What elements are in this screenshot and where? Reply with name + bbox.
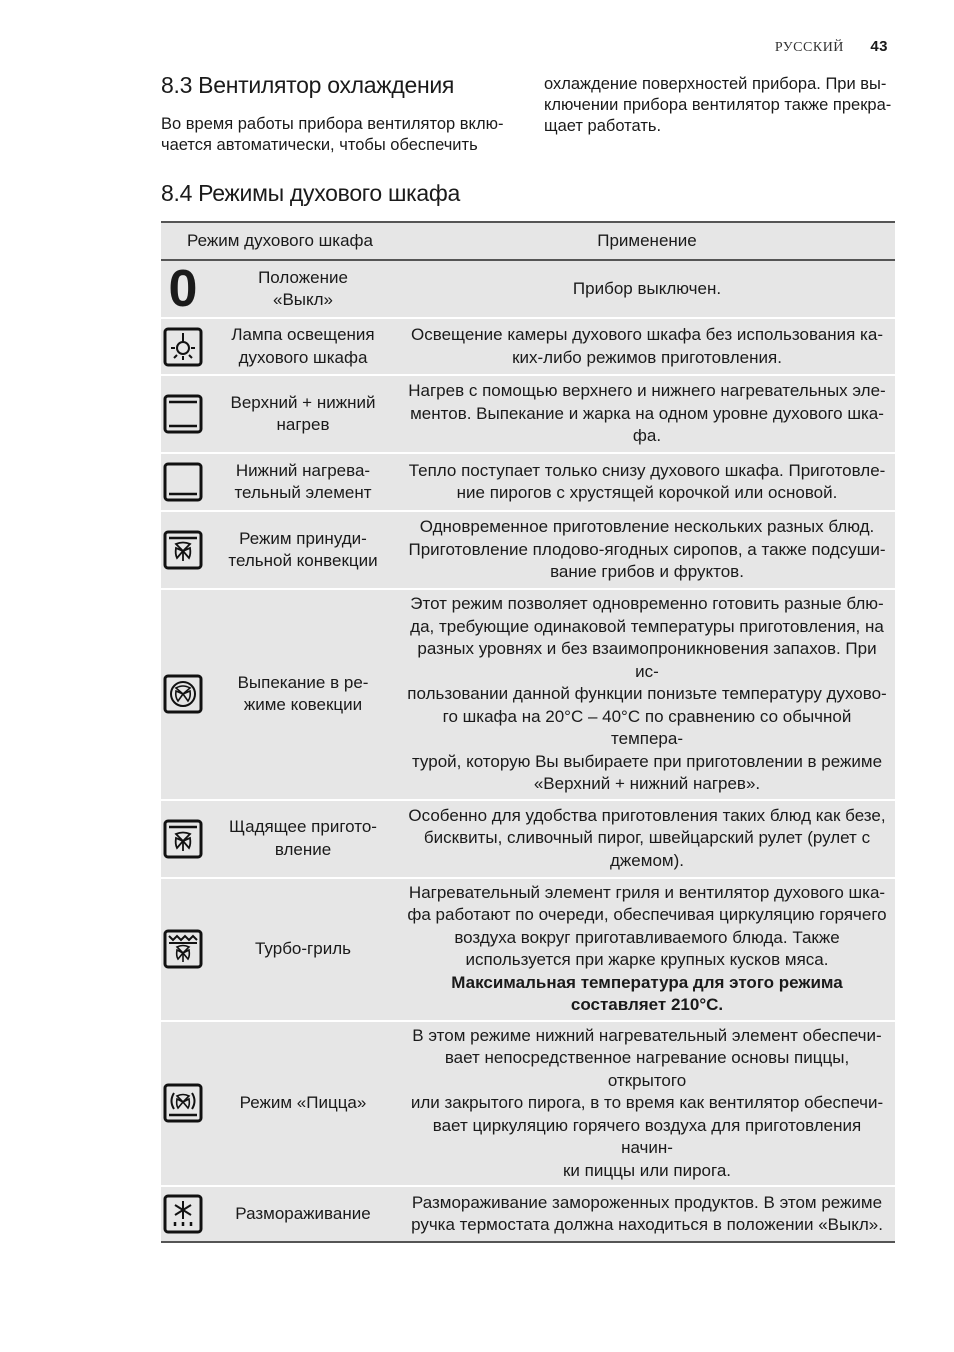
text-line: Верхний + нижний <box>230 392 376 412</box>
oven-modes-table <box>161 221 895 1243</box>
lamp-icon <box>163 327 203 367</box>
mode-description <box>399 800 895 878</box>
text-line: ключении прибора вентилятор также прекра- <box>544 96 892 114</box>
text-line: Освещение камеры духового шкафа без использования ка- <box>411 325 883 344</box>
mode-name <box>207 511 399 589</box>
table-row <box>161 260 895 318</box>
icon-cell <box>161 511 207 589</box>
section-heading: Режимы духового шкафа <box>198 180 460 206</box>
icon-cell <box>161 589 207 800</box>
text-line: вает циркуляцию горячего воздуха для приготовления начин- <box>432 1115 862 1157</box>
language-label: РУССКИЙ <box>774 40 844 55</box>
text-line: Положение <box>258 267 348 287</box>
mode-description <box>399 1186 895 1242</box>
mode-description <box>399 453 895 511</box>
section-heading: Вентилятор охлаждения <box>198 72 455 98</box>
table-row <box>161 589 895 800</box>
text-line: Во время работы прибора вентилятор вклю- <box>161 115 504 133</box>
icon-cell <box>161 1186 207 1242</box>
icon-cell <box>161 260 207 318</box>
text-line: Нижний нагрева- <box>235 460 371 480</box>
section-8-3-col2 <box>544 74 894 137</box>
mode-description <box>399 318 895 375</box>
icon-cell <box>161 375 207 453</box>
text-line: «Верхний + нижний нагрев». <box>533 774 761 793</box>
text-line: ких-либо режимов приготовления. <box>512 347 782 367</box>
text-line: воздуха вокруг приготавливаемого блюда. Также используется при жарке крупных кусков мяса. <box>454 927 840 969</box>
text-line: «Выкл» <box>272 290 333 309</box>
text-line: охлаждение поверхностей прибора. При вы- <box>544 75 887 93</box>
text-line: чается автоматически, чтобы обеспечить <box>161 136 478 154</box>
text-line: Одновременное приготовление нескольких разных блюд. <box>419 517 875 537</box>
page-number: 43 <box>870 38 888 55</box>
mode-name <box>207 453 399 511</box>
mode-name <box>207 1021 399 1187</box>
text-line: Режим принуди- <box>239 528 367 548</box>
icon-cell <box>161 453 207 511</box>
top-bottom-heat-icon <box>163 394 203 434</box>
text-line: джемом). <box>610 850 684 870</box>
mode-description <box>399 1021 895 1187</box>
mode-name <box>207 260 399 318</box>
text-line: фа. <box>632 426 662 446</box>
table-row <box>161 1021 895 1187</box>
text-line: ки пиццы или пирога. <box>562 1160 732 1180</box>
text-line: жиме ковекции <box>243 695 363 715</box>
table-row <box>161 800 895 878</box>
bottom-heat-icon <box>163 462 203 502</box>
mode-name <box>207 318 399 375</box>
table-row <box>161 511 895 589</box>
mode-description <box>399 589 895 800</box>
text-line: Приготовление плодово-ягодных сиропов, а также подсуши- <box>408 539 886 559</box>
text-line: Нагревательный элемент гриля и вентилятор духового шка- <box>408 882 886 902</box>
text-line: Турбо-гриль <box>255 938 351 958</box>
text-line: фа работают по очереди, обеспечивая циркуляцию горячего <box>407 905 887 924</box>
column-header-mode: Режим духового шкафа <box>161 222 399 260</box>
text-line: да, требующие одинаковой температуры приготовления, на <box>410 616 884 636</box>
text-line: Режим «Пицца» <box>239 1093 367 1112</box>
text-line: разных уровнях и без взаимопроникновения запахов. При ис- <box>417 639 877 681</box>
defrost-icon <box>163 1194 203 1234</box>
text-line: Особенно для удобства приготовления таких блюд как безе, <box>408 805 886 825</box>
text-line: духового шкафа <box>238 347 368 367</box>
gentle-cooking-icon <box>163 819 203 859</box>
icon-cell <box>161 878 207 1021</box>
table-row <box>161 453 895 511</box>
text-line: или закрытого пирога, в то время как вентилятор обеспечи- <box>410 1093 884 1112</box>
zero-icon: 0 <box>168 260 198 318</box>
text-line: ментов. Выпекание и жарка на одном уровне духового шка- <box>410 403 884 423</box>
text-line: ручка термостата должна находиться в положении «Выкл». <box>411 1215 883 1234</box>
mode-name <box>207 375 399 453</box>
mode-description <box>399 878 895 1021</box>
text-line: щает работать. <box>544 117 662 135</box>
text-line: бисквиты, сливочный пирог, швейцарский рулет (рулет с <box>423 828 871 848</box>
text-line: нагрев <box>276 415 330 434</box>
text-line: Прибор выключен. <box>572 278 722 298</box>
mode-name <box>207 878 399 1021</box>
section-8-3-title <box>161 72 454 99</box>
mode-name <box>207 800 399 878</box>
text-line: вление <box>274 839 332 859</box>
column-header-use: Применение <box>399 222 895 260</box>
pizza-mode-icon <box>163 1083 203 1123</box>
mode-name <box>207 1186 399 1242</box>
text-line: Лампа освещения <box>231 325 375 344</box>
section-8-3-col1 <box>161 114 511 156</box>
text-line: го шкафа на 20°C – 40°C по сравнению со обычной темпера- <box>442 706 852 748</box>
table-header-row <box>161 222 895 260</box>
text-line: пользовании данной функции понизьте температуру духово- <box>407 684 887 703</box>
text-line: вает непосредственное нагревание основы пиццы, открытого <box>444 1048 850 1090</box>
max-temperature-note: Максимальная температура для этого режима составляет 210°C. <box>451 972 843 1014</box>
turbo-grill-icon <box>163 929 203 969</box>
text-line: Этот режим позволяет одновременно готовить разные блю- <box>410 594 884 613</box>
text-line: Выпекание в ре- <box>237 672 369 692</box>
text-line: В этом режиме нижний нагревательный элемент обеспечи- <box>412 1025 882 1045</box>
table-row <box>161 375 895 453</box>
text-line: турой, которую Вы выбираете при приготовлении в режиме <box>411 751 883 771</box>
section-number: 8.4 <box>161 180 193 206</box>
table-row <box>161 1186 895 1242</box>
section-8-4-title <box>161 180 460 207</box>
forced-convection-icon <box>163 530 203 570</box>
icon-cell <box>161 318 207 375</box>
convection-baking-icon <box>163 674 203 714</box>
text-line: тельный элемент <box>234 483 372 502</box>
text-line: Щадящее пригото- <box>229 817 377 836</box>
text-line: Размораживание замороженных продуктов. В этом режиме <box>411 1192 883 1212</box>
mode-name <box>207 589 399 800</box>
text-line: Тепло поступает только снизу духового шкафа. Приготовле- <box>408 460 886 480</box>
text-line: ние пирогов с хрустящей корочкой или основой. <box>456 483 838 502</box>
mode-description <box>399 375 895 453</box>
page-header <box>775 38 888 56</box>
text-line: вание грибов и фруктов. <box>550 562 744 582</box>
text-line: Размораживание <box>235 1203 371 1223</box>
text-line: Нагрев с помощью верхнего и нижнего нагревательных эле- <box>408 381 886 401</box>
mode-description <box>399 260 895 318</box>
icon-cell <box>161 1021 207 1187</box>
icon-cell <box>161 800 207 878</box>
table-row <box>161 318 895 375</box>
section-number: 8.3 <box>161 72 193 98</box>
mode-description <box>399 511 895 589</box>
table-row <box>161 878 895 1021</box>
text-line: тельной конвекции <box>228 551 378 570</box>
